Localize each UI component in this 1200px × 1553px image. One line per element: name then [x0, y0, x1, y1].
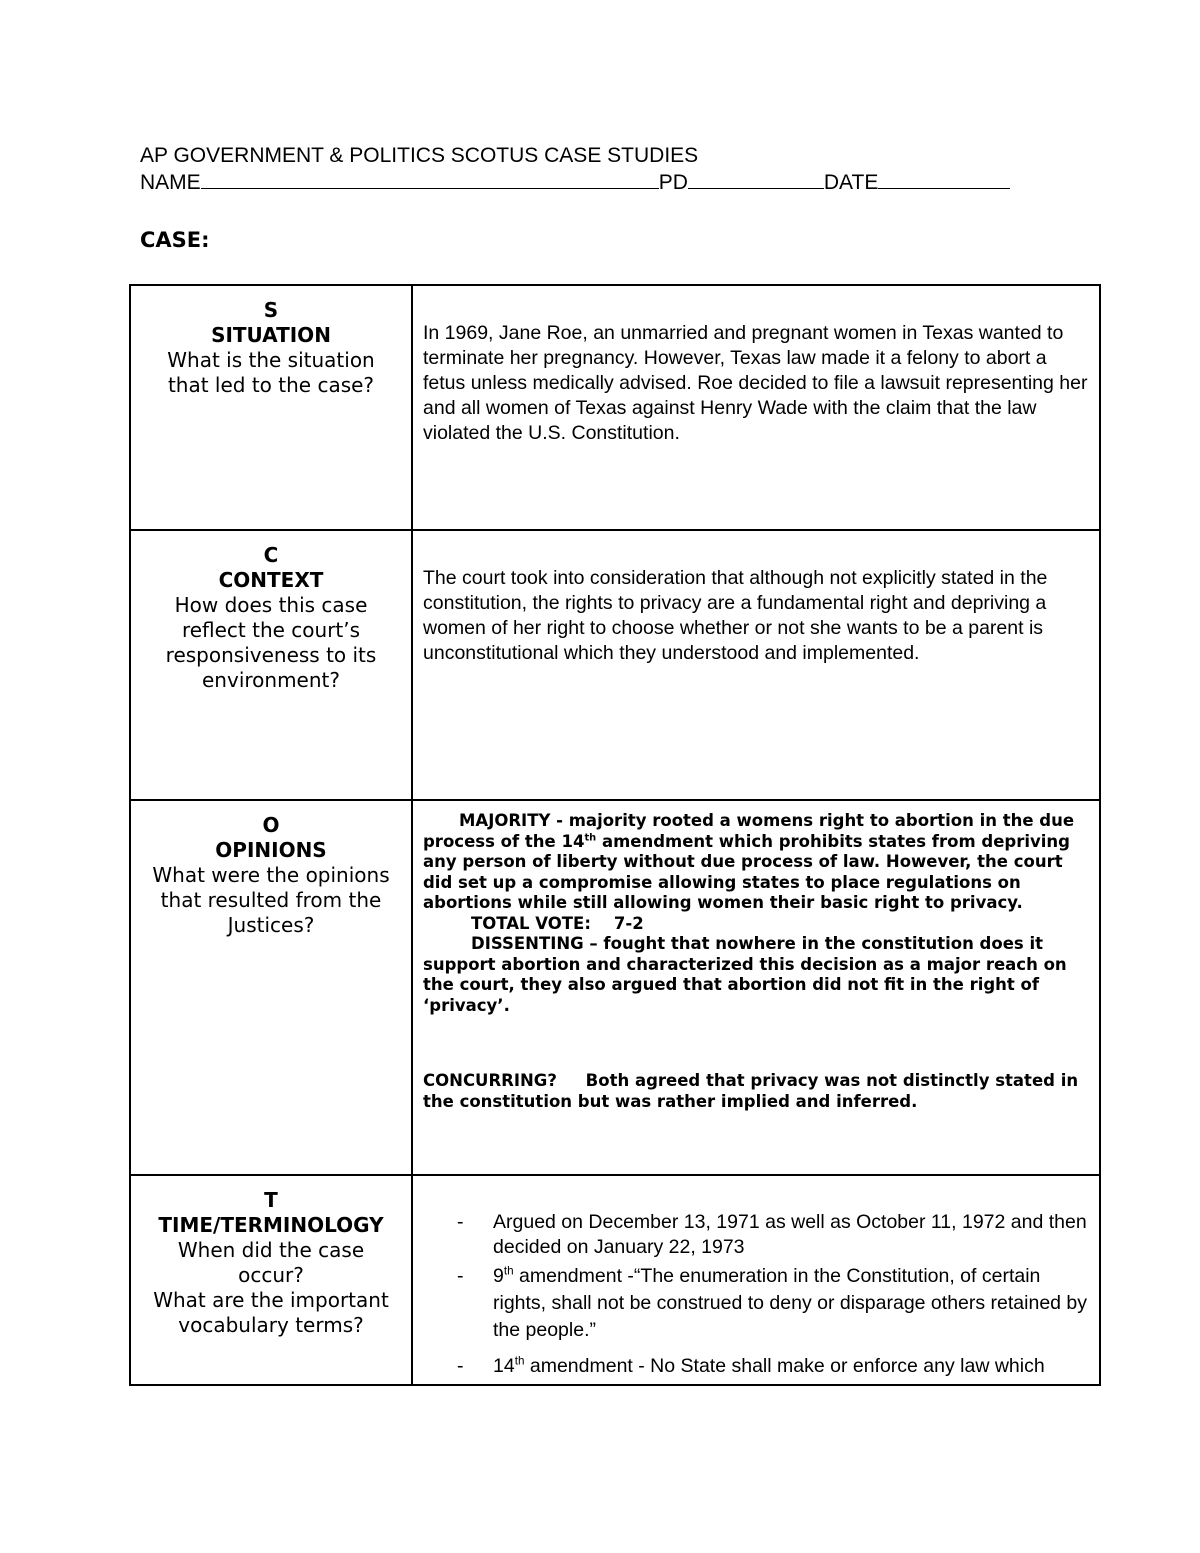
- terminology-list: [423, 1210, 1089, 1379]
- majority-text-end: amendment which prohibits states from depriving any person of liberty without due process of law. However, the court did set up a compromise allowing states to place regulations on abortions while still allowing women their basic right to privacy.: [423, 831, 1070, 912]
- dissenting-opinion: DISSENTING – fought that nowhere in the constitution does it support abortion and characterized this decision as a major reach on the court, they also argued that abortion did not fit in the right of ‘privacy’.: [423, 934, 1067, 1015]
- time-row: [130, 1175, 1100, 1385]
- ninth-amendment-text: amendment -“The enumeration in the Constitution, of certain rights, shall not be construed to deny or disparage others retained by the people.”: [493, 1265, 1088, 1341]
- context-question: How does this case reflect the court’s responsiveness to its environment?: [165, 593, 377, 692]
- context-letter: C: [263, 543, 279, 567]
- fourteenth-amendment-text: amendment - No State shall make or enforce any law which: [524, 1355, 1045, 1377]
- student-info-line: [140, 169, 1010, 196]
- ninth-amendment-num: 9: [493, 1265, 504, 1287]
- date-field[interactable]: [878, 169, 1010, 189]
- time-heading: TIME/TERMINOLOGY: [158, 1213, 384, 1237]
- total-vote-value: 7-2: [613, 913, 644, 933]
- list-item: [423, 1354, 1089, 1379]
- majority-text-start: MAJORITY - majority rooted a womens right to abortion in the due process of the 14: [423, 811, 1075, 851]
- total-vote: [423, 914, 1089, 935]
- situation-row: [130, 285, 1100, 530]
- scotus-table: [129, 284, 1101, 1386]
- spacer: [423, 1016, 1089, 1071]
- context-row: [130, 530, 1100, 800]
- situation-label-cell: [130, 285, 412, 530]
- period-label: PD: [658, 171, 688, 194]
- opinions-row: [130, 800, 1100, 1175]
- situation-letter: S: [263, 298, 279, 322]
- total-vote-label: TOTAL VOTE:: [471, 913, 591, 933]
- context-answer-cell: [412, 530, 1100, 800]
- context-label-cell: [130, 530, 412, 800]
- fourteenth-amendment-sup: th: [514, 1354, 525, 1368]
- time-label-cell: [130, 1175, 412, 1385]
- time-question-1: When did the case occur?: [177, 1238, 365, 1287]
- document-title: AP GOVERNMENT & POLITICS SCOTUS CASE STUDIES: [140, 144, 699, 167]
- time-answer-cell: [412, 1175, 1100, 1385]
- concurring-text: Both agreed that privacy was not distinctly stated in the constitution but was rather implied and inferred.: [423, 1071, 1079, 1111]
- context-answer: The court took into consideration that although not explicitly stated in the constitution, the rights to privacy are a fundamental right and depriving a women of her right to choose whether or not she wants to be a parent is unconstitutional which they understood and implemented.: [423, 567, 1048, 664]
- time-letter: T: [264, 1188, 278, 1212]
- period-field[interactable]: [688, 169, 824, 189]
- majority-sup: th: [584, 832, 597, 843]
- page-header: [140, 142, 1010, 196]
- date-label: DATE: [823, 171, 879, 194]
- opinions-heading: OPINIONS: [215, 838, 327, 862]
- argued-dates: Argued on December 13, 1971 as well as October 11, 1972 and then decided on January 22, 1973: [493, 1211, 1087, 1258]
- list-item: [423, 1210, 1089, 1260]
- context-heading: CONTEXT: [218, 568, 324, 592]
- majority-opinion: [423, 811, 1089, 914]
- list-item: [423, 1263, 1089, 1344]
- opinions-answer-cell: [412, 800, 1100, 1175]
- situation-heading: SITUATION: [211, 323, 331, 347]
- opinions-question: What were the opinions that resulted from the Justices?: [152, 863, 390, 937]
- opinions-label-cell: [130, 800, 412, 1175]
- concurring-label: CONCURRING?: [423, 1071, 557, 1090]
- ninth-amendment-sup: th: [503, 1264, 514, 1278]
- fourteenth-amendment-num: 14: [493, 1355, 515, 1377]
- name-label: NAME: [140, 171, 201, 194]
- situation-question: What is the situation that led to the case?: [167, 348, 375, 397]
- situation-answer-cell: [412, 285, 1100, 530]
- name-field[interactable]: [201, 169, 659, 189]
- time-question-2: What are the important vocabulary terms?: [153, 1288, 389, 1337]
- case-label: CASE:: [140, 228, 210, 252]
- situation-answer: In 1969, Jane Roe, an unmarried and pregnant women in Texas wanted to terminate her pregnancy. However, Texas law made it a felony to abort a fetus unless medically advised. Roe decided to file a lawsuit representing her and all women of Texas against Henry Wade with the claim that the law violated the U.S. Constitution.: [423, 322, 1088, 444]
- concurring-opinion: [423, 1071, 1089, 1112]
- opinions-letter: O: [262, 813, 280, 837]
